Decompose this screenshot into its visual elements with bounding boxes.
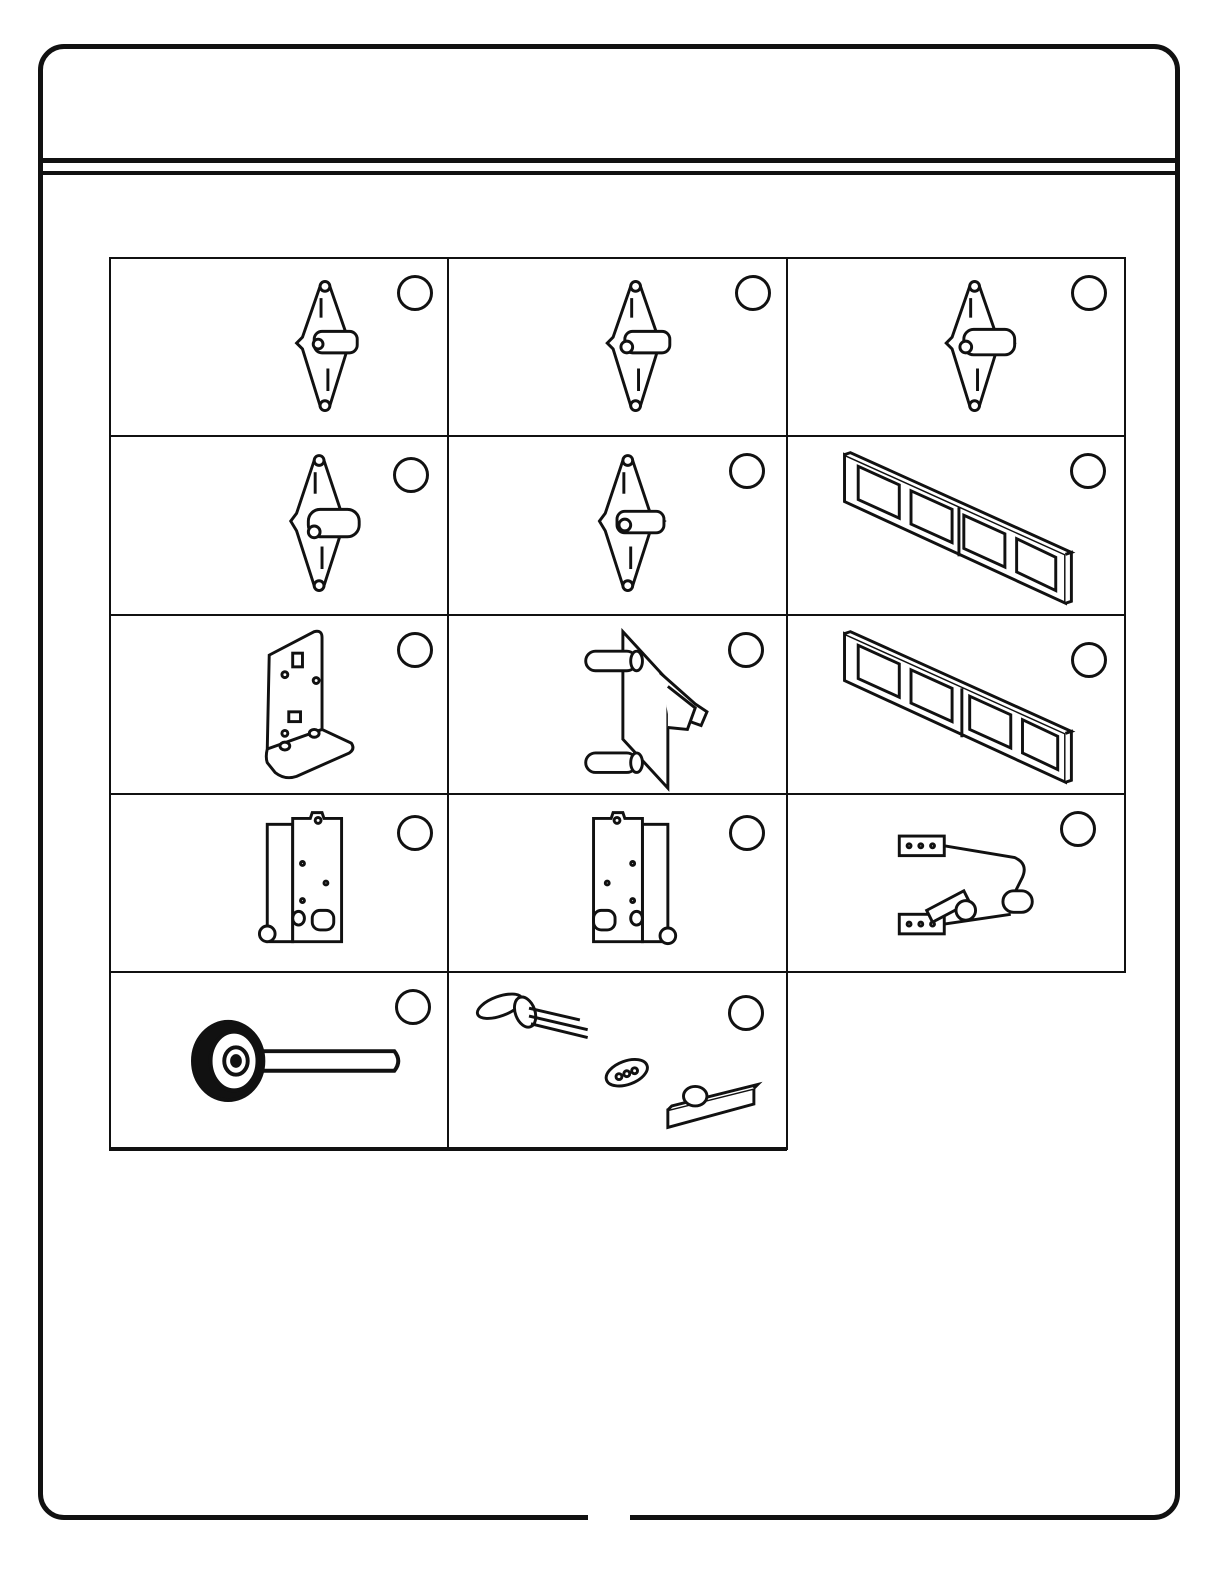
part-cell-angle-bracket <box>109 614 449 795</box>
footer-gap <box>588 1510 630 1524</box>
part-callout <box>1060 811 1096 847</box>
angle-bracket-icon <box>111 616 447 793</box>
part-cell-hinge-4 <box>109 435 449 616</box>
part-callout <box>729 815 765 851</box>
part-callout <box>1070 453 1106 489</box>
part-cell-hinge-1 <box>109 257 449 437</box>
part-callout <box>395 989 431 1025</box>
header-rule-top <box>43 158 1175 163</box>
part-cell-bottom-bracket-left <box>109 793 449 973</box>
part-cell-roller <box>109 971 449 1150</box>
part-cell-strut-bracket <box>786 793 1126 973</box>
part-cell-bottom-bracket-right <box>447 793 788 973</box>
part-cell-lock-handle-kit <box>447 971 788 1150</box>
part-cell-hinge-3 <box>786 257 1126 437</box>
part-cell-bracket-with-pins <box>447 614 788 795</box>
grid-bottom-border <box>109 1147 787 1151</box>
header-rule-bottom <box>43 171 1175 175</box>
part-callout <box>397 275 433 311</box>
part-cell-door-section-a <box>786 435 1126 616</box>
part-cell-hinge-5 <box>447 435 788 616</box>
part-callout <box>397 632 433 668</box>
part-cell-hinge-2 <box>447 257 788 437</box>
parts-grid <box>109 257 1126 1150</box>
door-panel-icon <box>788 616 1124 793</box>
part-callout <box>729 453 765 489</box>
part-callout <box>728 632 764 668</box>
part-callout <box>397 815 433 851</box>
part-callout <box>1071 642 1107 678</box>
bottom-bracket-icon <box>111 795 447 971</box>
part-cell-door-section-b <box>786 614 1126 795</box>
part-callout <box>1071 275 1107 311</box>
part-callout <box>735 275 771 311</box>
hinge-icon <box>111 259 447 435</box>
part-callout <box>728 995 764 1031</box>
part-callout <box>393 457 429 493</box>
